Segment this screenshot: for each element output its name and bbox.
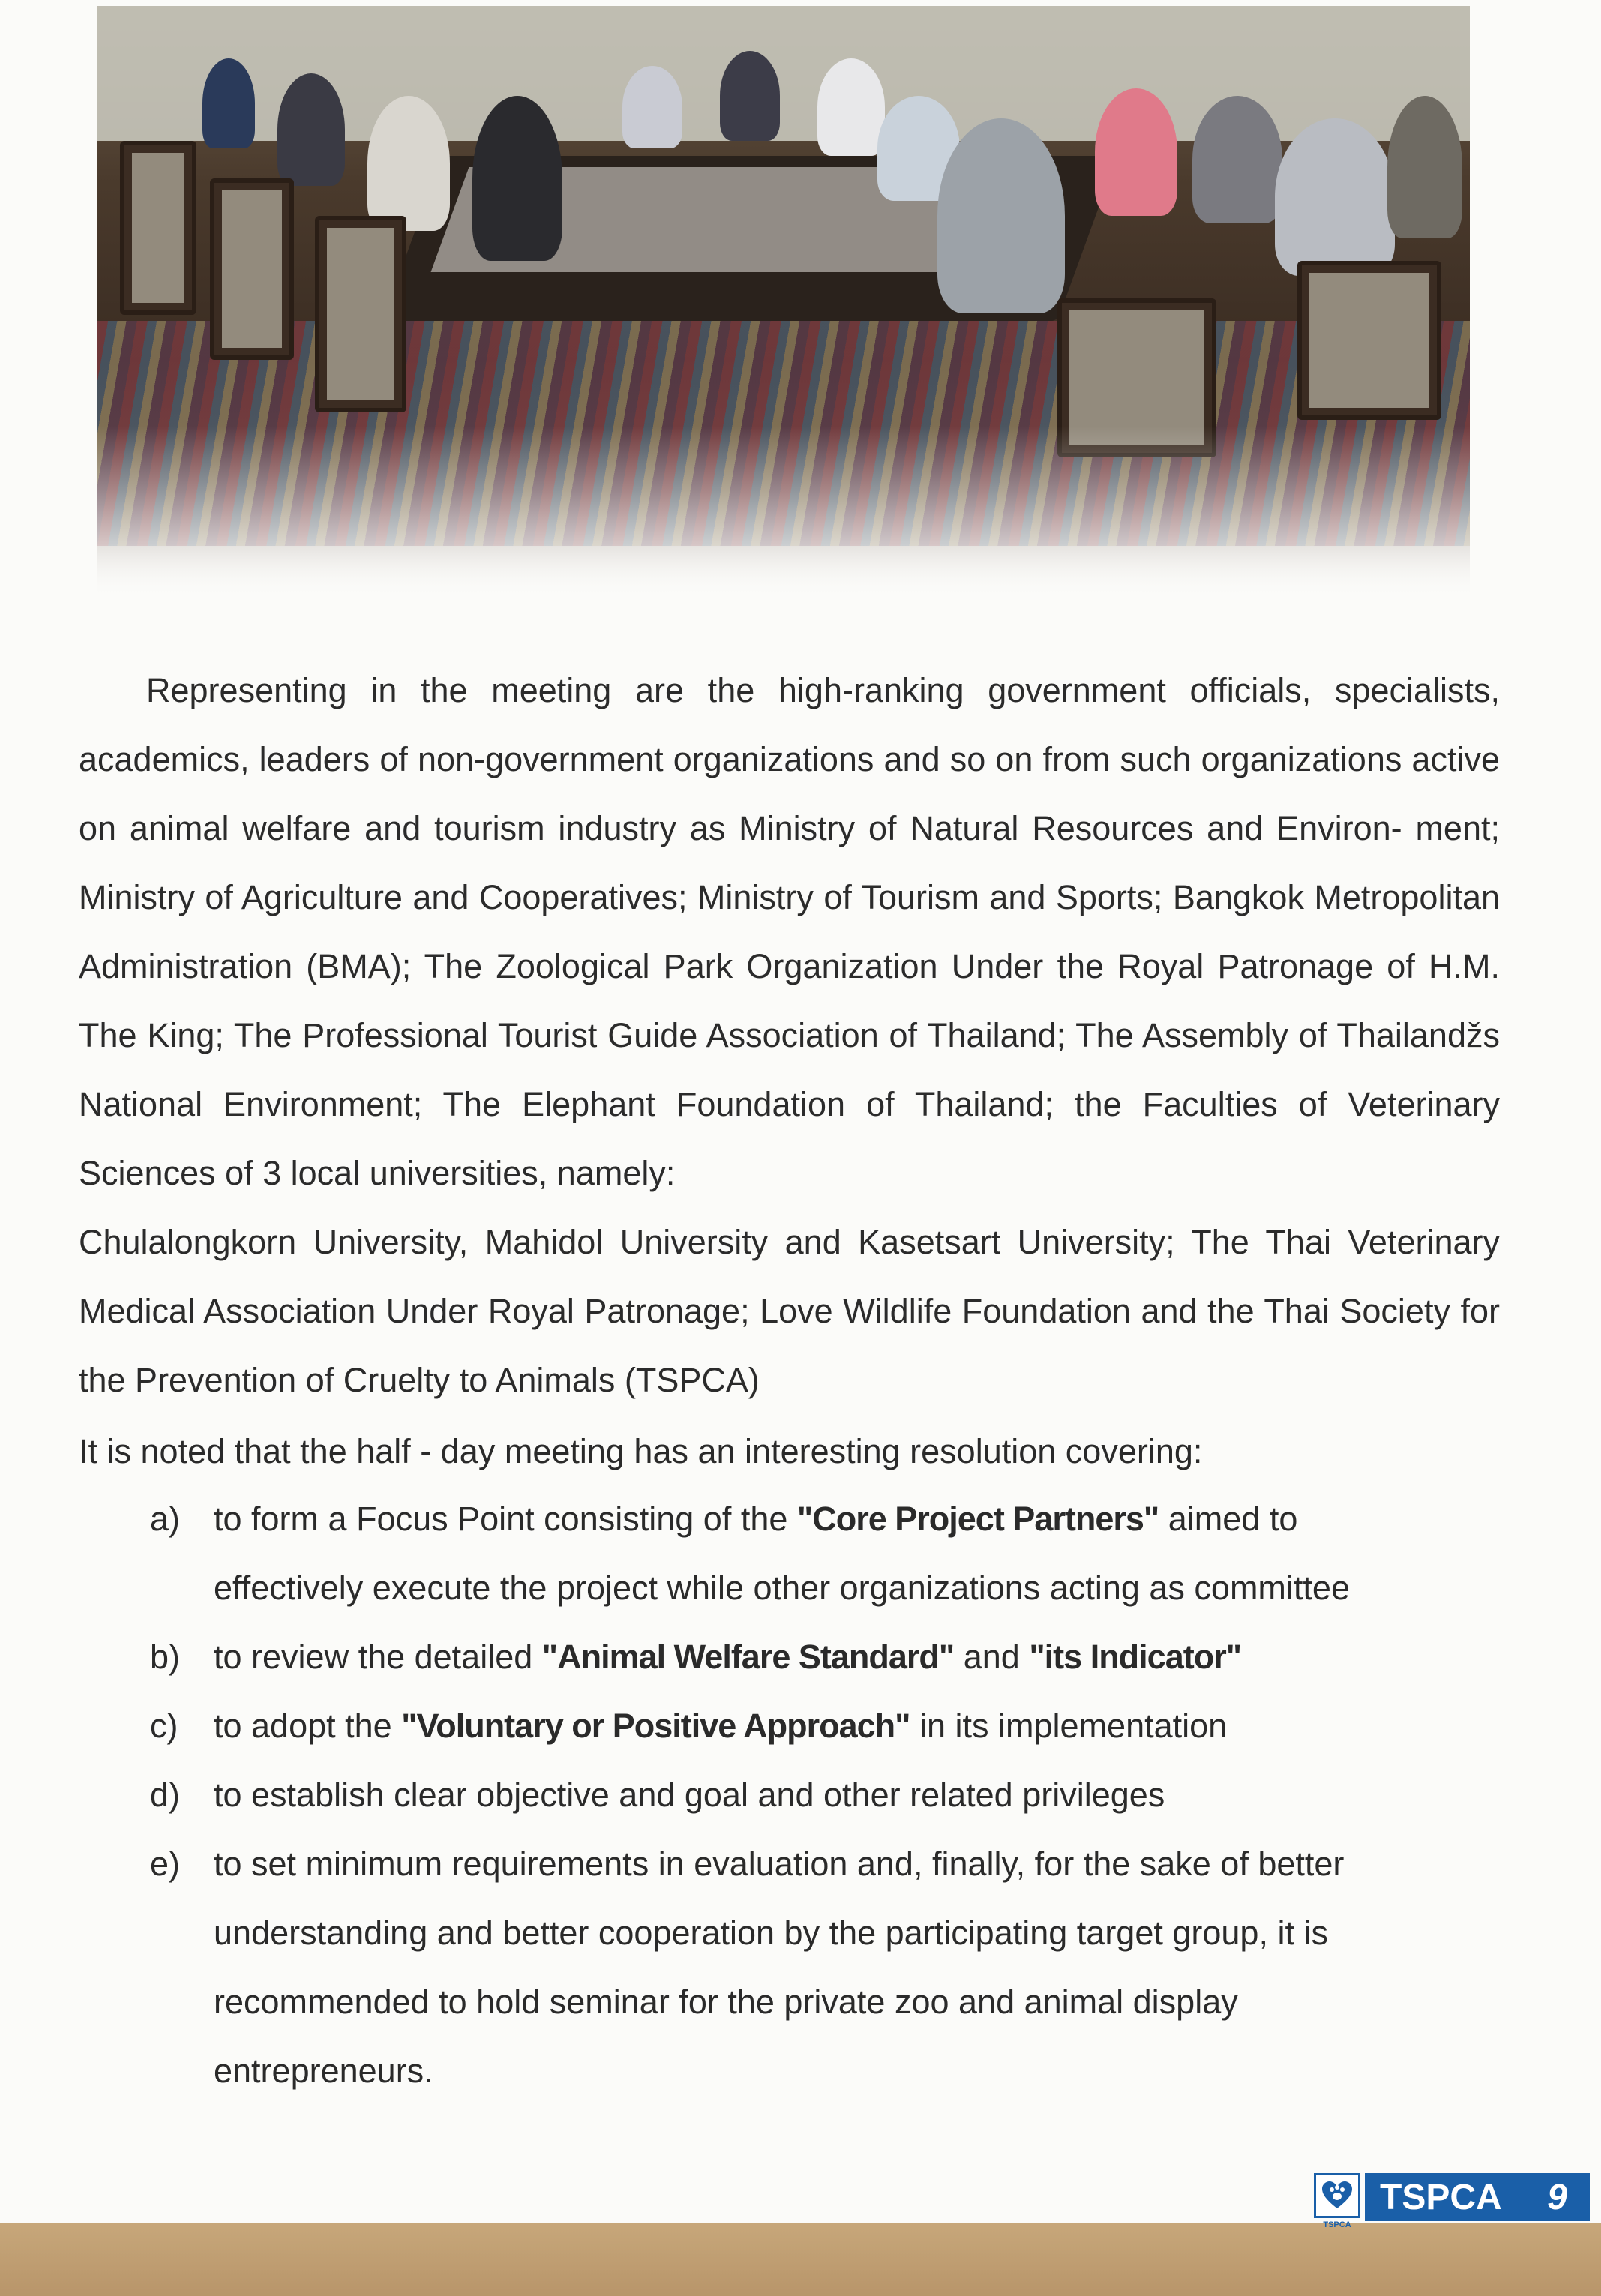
list-item bbox=[150, 1485, 1440, 1623]
footer-band bbox=[0, 2223, 1601, 2296]
list-text: to establish clear objective and goal and other related privileges bbox=[214, 1776, 1165, 1814]
photo-person bbox=[367, 96, 450, 231]
list-text: to review the detailed "Animal Welfare Standard" and "its Indicator" bbox=[214, 1638, 1242, 1676]
photo-person bbox=[937, 118, 1065, 313]
list-text: to adopt the "Voluntary or Positive Approach" in its implementation bbox=[214, 1707, 1228, 1745]
photo-person bbox=[277, 73, 345, 186]
heart-paw-icon bbox=[1320, 2178, 1354, 2213]
resolution-intro: It is noted that the half - day meeting has an interesting resolution covering: bbox=[79, 1432, 1203, 1470]
list-marker: a) bbox=[150, 1500, 181, 1538]
page-number: 9 bbox=[1547, 2177, 1567, 2217]
photo-person bbox=[622, 66, 682, 148]
list-text: to form a Focus Point consisting of the "Core Project Partners" aimed to effectively execute the project while other organizations acting as committee bbox=[214, 1500, 1350, 1607]
photo-person bbox=[202, 58, 255, 148]
list-text: to set minimum requirements in evaluation and, finally, for the sake of better understanding and better cooperation by the participating target group, it is recommended to hold seminar for the private zoo and animal display entrepreneurs. bbox=[214, 1845, 1345, 2090]
brand-name: TSPCA bbox=[1380, 2177, 1502, 2217]
list-marker: c) bbox=[150, 1707, 178, 1745]
list-item bbox=[150, 1830, 1440, 2106]
list-marker: b) bbox=[150, 1638, 181, 1676]
meeting-photo bbox=[97, 6, 1470, 598]
photo-person bbox=[1387, 96, 1462, 238]
paragraph-continuation: Chulalongkorn University, Mahidol University and Kasetsart University; The Thai Veterinary Medical Association Under Royal Patronage; Love Wildlife Foundation and the Thai Society for the Prevention of Cruelty to Animals (TSPCA) bbox=[79, 1223, 1500, 1399]
photo-chair bbox=[1297, 261, 1441, 420]
photo-fade bbox=[97, 426, 1470, 598]
photo-person bbox=[1095, 88, 1177, 216]
photo-person bbox=[817, 58, 885, 156]
photo-chair bbox=[315, 216, 406, 412]
body-paragraph bbox=[79, 656, 1500, 1415]
list-marker: e) bbox=[150, 1845, 181, 1883]
paragraph-text: Representing in the meeting are the high-ranking government officials, specialists, academics, leaders of non-government organizations and so on from such organizations active on animal welfare and tourism industry as Ministry of Natural Resources and Environ- ment; Ministry of Agriculture and Cooperatives; Ministry of Tourism and Sports; Bangkok Metropolitan Administration (BMA); The Zoological Park Organization Under the Royal Patronage of H.M. The King; The Professional Tourist Guide Association of Thailand; The Assembly of Thailandžs National Environment; The Elephant Foundation of Thailand; the Faculties of Veterinary Sciences of 3 local universities, namely: bbox=[79, 671, 1500, 1192]
photo-chair bbox=[210, 178, 294, 360]
list-item bbox=[150, 1623, 1440, 1692]
list-item bbox=[150, 1692, 1440, 1761]
list-marker: d) bbox=[150, 1776, 181, 1814]
photo-person bbox=[1192, 96, 1282, 223]
resolution-list bbox=[150, 1485, 1440, 2106]
logo-caption: TSPCA bbox=[1323, 2220, 1351, 2229]
footer-label bbox=[1365, 2173, 1590, 2221]
tspca-logo bbox=[1314, 2173, 1360, 2229]
photo-chair bbox=[120, 141, 196, 315]
photo-person bbox=[720, 51, 780, 141]
photo-person bbox=[472, 96, 562, 261]
photo-person bbox=[1275, 118, 1395, 276]
list-item bbox=[150, 1761, 1440, 1830]
footer-badge bbox=[1314, 2173, 1590, 2229]
